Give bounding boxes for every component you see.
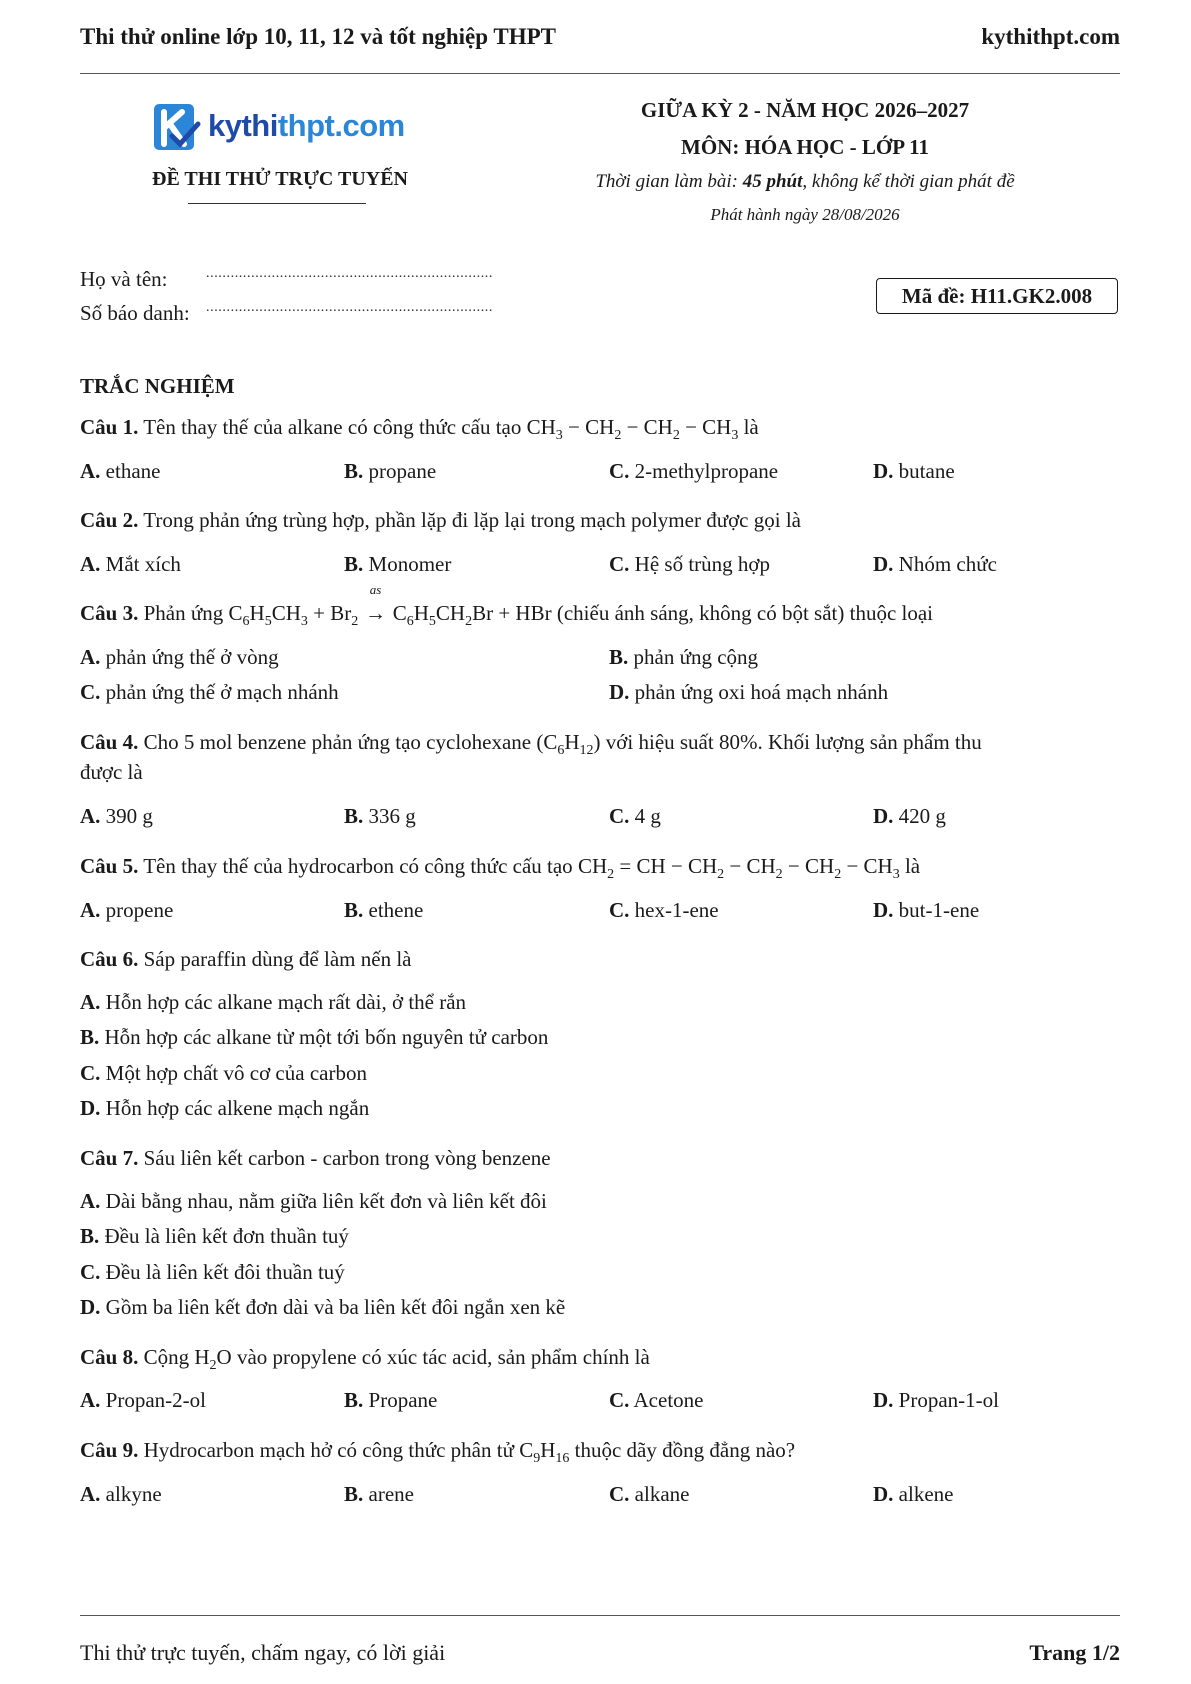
option-letter: B.: [80, 1025, 100, 1049]
option-text: butane: [898, 459, 955, 483]
option-text: Nhóm chức: [898, 552, 997, 576]
question-number: Câu 4.: [80, 730, 139, 754]
section-title: TRẮC NGHIỆM: [80, 374, 235, 398]
question-number: Câu 1.: [80, 415, 139, 439]
q3-option-d[interactable]: [609, 678, 888, 706]
subtitle-underline: [188, 203, 366, 204]
q5-option-d[interactable]: [873, 896, 979, 924]
q4-option-c[interactable]: [609, 802, 661, 830]
option-letter: A.: [80, 898, 101, 922]
question-text-tail: thuộc dãy đồng đẳng nào?: [569, 1438, 796, 1462]
duration-note: , không kể thời gian phát đề: [802, 171, 1015, 192]
question-text-tail: vào propylene có xúc tác acid, sản phẩm chính là: [231, 1345, 650, 1369]
q2-option-b[interactable]: [344, 550, 451, 578]
option-letter: B.: [344, 1388, 364, 1412]
release-date: Phát hành ngày 28/08/2026: [710, 205, 900, 224]
option-text: Đều là liên kết đơn thuần tuý: [104, 1224, 349, 1248]
footer-left-text: Thi thử trực tuyến, chấm ngay, có lời giải: [80, 1640, 446, 1665]
option-text: Propan-1-ol: [898, 1388, 999, 1412]
option-text: 420 g: [898, 804, 946, 828]
q5-option-b[interactable]: [344, 896, 423, 924]
option-text: Một hợp chất vô cơ của carbon: [105, 1061, 367, 1085]
q2-option-a[interactable]: [80, 550, 181, 578]
question-text: Cho 5 mol benzene phản ứng tạo cyclohexane (: [138, 730, 544, 754]
header-divider: [80, 73, 1120, 74]
option-text: 2-methylpropane: [634, 459, 779, 483]
q1-option-c[interactable]: [609, 457, 778, 485]
question-number: Câu 2.: [80, 508, 139, 532]
option-text: 390 g: [105, 804, 153, 828]
q3-option-a[interactable]: [80, 643, 279, 671]
formula: $CH_3 - CH_2 - CH_2 - CH_3$: [526, 415, 739, 443]
question-number: Câu 6.: [80, 947, 139, 971]
q5-option-c[interactable]: [609, 896, 719, 924]
option-letter: C.: [80, 680, 101, 704]
name-label: Họ và tên:: [80, 267, 168, 291]
option-text: phản ứng oxi hoá mạch nhánh: [634, 680, 889, 704]
option-text: 4 g: [634, 804, 661, 828]
option-letter: D.: [873, 459, 894, 483]
option-letter: C.: [80, 1061, 101, 1085]
student-id-label: Số báo danh:: [80, 301, 190, 325]
option-text: Monomer: [368, 552, 452, 576]
option-letter: D.: [873, 1388, 894, 1412]
option-text: Hỗn hợp các alkene mạch ngắn: [105, 1096, 370, 1120]
q2-option-c[interactable]: [609, 550, 770, 578]
q1-option-b[interactable]: [344, 457, 436, 485]
formula: $CH_2$ = CH − $CH_2 - CH_2 - CH_2 - CH_3$: [577, 854, 900, 882]
option-text: phản ứng cộng: [633, 645, 759, 669]
q7-option-c[interactable]: [80, 1258, 345, 1286]
logo-text-domain: thpt.com: [277, 108, 405, 143]
option-letter: D.: [873, 1482, 894, 1506]
question-2: [80, 505, 1120, 535]
option-text: alkene: [898, 1482, 954, 1506]
option-letter: D.: [873, 552, 894, 576]
duration-label: Thời gian làm bài:: [595, 171, 743, 192]
reaction-condition: as: [369, 582, 382, 597]
question-text: Phản ứng: [138, 601, 229, 625]
q8-option-c[interactable]: [609, 1386, 703, 1414]
q7-option-b[interactable]: [80, 1222, 349, 1250]
option-letter: A.: [80, 1189, 101, 1213]
question-text-tail: ) với hiệu suất 80%. Khối lượng sản phẩm thu: [593, 730, 982, 754]
q4-option-b[interactable]: [344, 802, 416, 830]
q7-option-a[interactable]: [80, 1187, 547, 1215]
option-text: alkyne: [105, 1482, 162, 1506]
formula: $C_6H_{12}$: [543, 730, 594, 758]
q1-option-d[interactable]: [873, 457, 955, 485]
q3-option-b[interactable]: [609, 643, 758, 671]
option-letter: A.: [80, 990, 101, 1014]
footer-divider: [80, 1615, 1120, 1616]
option-letter: D.: [80, 1096, 101, 1120]
option-letter: B.: [344, 804, 364, 828]
q4-option-a[interactable]: [80, 802, 153, 830]
option-letter: B.: [80, 1224, 100, 1248]
option-text: arene: [368, 1482, 414, 1506]
option-letter: A.: [80, 1388, 101, 1412]
q1-option-a[interactable]: [80, 457, 160, 485]
option-letter: D.: [80, 1295, 101, 1319]
exam-subject: MÔN: HÓA HỌC - LỚP 11: [681, 135, 929, 159]
option-letter: C.: [609, 804, 630, 828]
option-text: Đều là liên kết đôi thuần tuý: [105, 1260, 345, 1284]
formula: $C_9H_{16}$: [519, 1438, 570, 1466]
question-number: Câu 3.: [80, 601, 139, 625]
q8-option-b[interactable]: [344, 1386, 437, 1414]
q6-option-b[interactable]: [80, 1023, 548, 1051]
question-text-tail: là: [899, 854, 921, 878]
logo-text-main: kythi: [208, 108, 278, 143]
q4-option-d[interactable]: [873, 802, 946, 830]
q6-option-d[interactable]: [80, 1094, 369, 1122]
question-text: Tên thay thế của alkane có công thức cấu tạo: [138, 415, 527, 439]
exam-code-badge: Mã đề: H11.GK2.008: [876, 278, 1118, 314]
q3-option-c[interactable]: [80, 678, 339, 706]
option-text: ethene: [368, 898, 424, 922]
option-text: 336 g: [368, 804, 416, 828]
option-text: propene: [105, 898, 174, 922]
option-letter: B.: [344, 898, 364, 922]
q6-option-c[interactable]: [80, 1059, 367, 1087]
question-1: [80, 412, 1120, 442]
q9-option-b[interactable]: [344, 1480, 414, 1508]
question-text: Tên thay thế của hydrocarbon có công thức cấu tạo: [138, 854, 578, 878]
q9-option-c[interactable]: [609, 1480, 689, 1508]
option-text: hex-1-ene: [634, 898, 719, 922]
q9-option-d[interactable]: [873, 1480, 953, 1508]
option-letter: C.: [609, 898, 630, 922]
name-field[interactable]: ......................................................................: [206, 266, 493, 281]
option-letter: C.: [609, 1388, 630, 1412]
option-text: phản ứng thế ở vòng: [105, 645, 279, 669]
question-number: Câu 8.: [80, 1345, 139, 1369]
duration-value: 45 phút: [742, 171, 803, 192]
question-number: Câu 7.: [80, 1146, 139, 1170]
option-text: ethane: [105, 459, 161, 483]
option-letter: B.: [344, 552, 364, 576]
option-letter: B.: [609, 645, 629, 669]
option-text: Acetone: [633, 1388, 704, 1412]
logo-icon: [152, 102, 202, 154]
option-letter: B.: [344, 1482, 364, 1506]
q5-option-a[interactable]: [80, 896, 173, 924]
option-letter: D.: [873, 898, 894, 922]
option-letter: B.: [344, 459, 364, 483]
option-text: propane: [368, 459, 437, 483]
option-text: Hệ số trùng hợp: [634, 552, 771, 576]
q2-option-d[interactable]: [873, 550, 997, 578]
q7-option-d[interactable]: [80, 1293, 565, 1321]
exam-duration: [540, 171, 1070, 193]
student-id-field[interactable]: ......................................................................: [206, 300, 493, 315]
option-letter: C.: [609, 459, 630, 483]
site-logo[interactable]: [152, 102, 412, 156]
option-letter: C.: [80, 1260, 101, 1284]
question-4-continued: được là: [80, 760, 143, 784]
option-letter: A.: [80, 552, 101, 576]
q9-option-a[interactable]: [80, 1480, 162, 1508]
header-left-text: Thi thử online lớp 10, 11, 12 và tốt nghiệp THPT: [80, 24, 556, 49]
option-text: Propan-2-ol: [105, 1388, 206, 1412]
option-text: Dài bằng nhau, nằm giữa liên kết đơn và liên kết đôi: [105, 1189, 547, 1213]
question-text: Sáp paraffin dùng để làm nến là: [138, 947, 412, 971]
question-text-tail: (chiếu ánh sáng, không có bột sắt) thuộc loại: [551, 601, 934, 625]
question-number: Câu 9.: [80, 1438, 139, 1462]
option-text: Gồm ba liên kết đơn dài và ba liên kết đôi ngắn xen kẽ: [105, 1295, 566, 1319]
option-letter: C.: [609, 1482, 630, 1506]
exam-type-subtitle: ĐỀ THI THỬ TRỰC TUYẾN: [152, 168, 408, 190]
header-site-link[interactable]: kythithpt.com: [981, 24, 1120, 49]
q8-option-d[interactable]: [873, 1386, 999, 1414]
question-number: Câu 5.: [80, 854, 139, 878]
option-letter: C.: [609, 552, 630, 576]
question-8: [80, 1342, 1120, 1372]
question-5: [80, 851, 1120, 881]
option-text: but-1-ene: [898, 898, 980, 922]
question-text: Trong phản ứng trùng hợp, phần lặp đi lặp lại trong mạch polymer được gọi là: [138, 508, 801, 532]
option-text: Hỗn hợp các alkane mạch rất dài, ở thể rắn: [105, 990, 467, 1014]
question-text: Sáu liên kết carbon - carbon trong vòng benzene: [138, 1146, 551, 1170]
question-6: [80, 944, 1120, 974]
question-4: [80, 727, 1120, 757]
exam-title: GIỮA KỲ 2 - NĂM HỌC 2026–2027: [640, 98, 970, 122]
option-letter: D.: [609, 680, 630, 704]
q8-option-a[interactable]: [80, 1386, 206, 1414]
option-letter: A.: [80, 804, 101, 828]
question-text: Cộng: [138, 1345, 195, 1369]
option-letter: A.: [80, 645, 101, 669]
option-text: Hỗn hợp các alkane từ một tới bốn nguyên tử carbon: [104, 1025, 549, 1049]
question-7: [80, 1143, 1120, 1173]
formula: $H_2O$: [194, 1345, 232, 1373]
question-text-tail: là: [738, 415, 759, 439]
page-number: Trang 1/2: [1029, 1640, 1120, 1665]
question-text: Hydrocarbon mạch hở có công thức phân tử: [138, 1438, 520, 1462]
option-letter: A.: [80, 459, 101, 483]
option-letter: D.: [873, 804, 894, 828]
option-letter: A.: [80, 1482, 101, 1506]
option-text: phản ứng thế ở mạch nhánh: [105, 680, 339, 704]
question-3: [80, 582, 1120, 629]
q6-option-a[interactable]: [80, 988, 466, 1016]
option-text: Propane: [368, 1388, 438, 1412]
question-9: [80, 1435, 1120, 1465]
option-text: Mắt xích: [105, 552, 181, 576]
formula: $C_6H_5CH_3 + Br_2$ as → $C_6H_5CH_2Br$ + HBr: [228, 582, 552, 629]
option-text: alkane: [634, 1482, 690, 1506]
